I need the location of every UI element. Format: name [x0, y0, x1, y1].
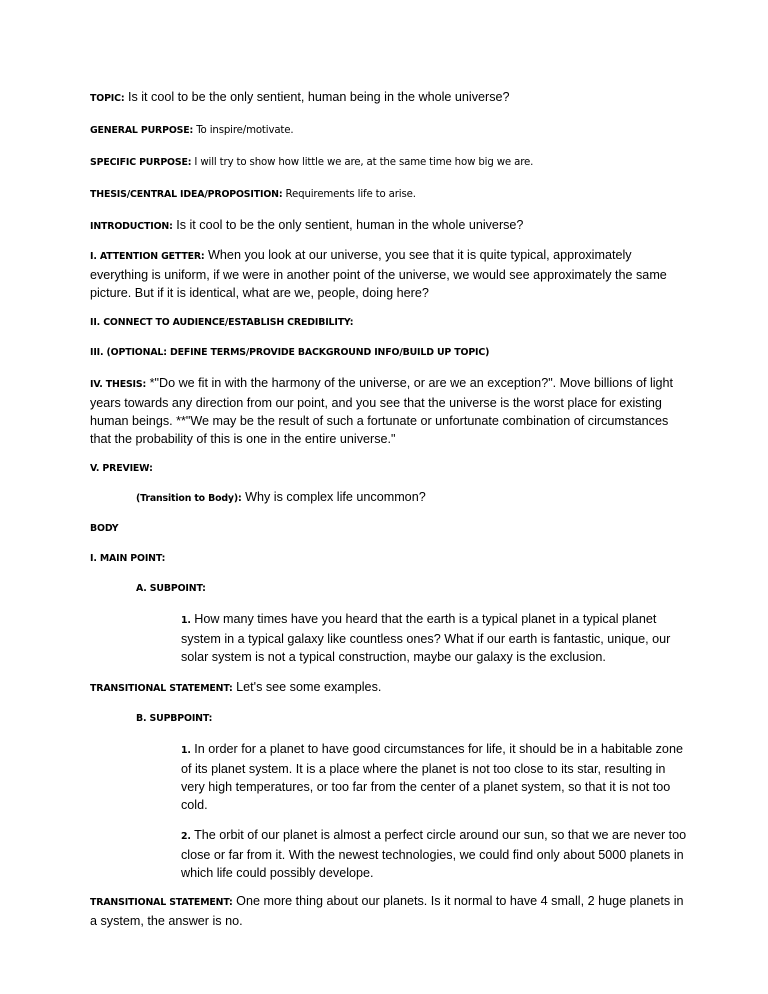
topic-line	[90, 88, 690, 108]
connect-audience-label: II. CONNECT TO AUDIENCE/ESTABLISH CREDIBILITY:	[90, 317, 354, 328]
speech-outline	[90, 88, 690, 930]
preview-line	[90, 458, 690, 478]
introduction-line	[90, 216, 690, 236]
thesis-label: IV. THESIS:	[90, 379, 147, 390]
attention-getter-label: I. ATTENTION GETTER:	[90, 251, 205, 262]
transitional-2-label: TRANSITIONAL STATEMENT:	[90, 897, 233, 908]
topic-text: Is it cool to be the only sentient, human being in the whole universe?	[124, 90, 510, 104]
main-point-label: I. MAIN POINT:	[90, 553, 166, 564]
attention-getter-paragraph	[90, 246, 690, 302]
connect-audience-line	[90, 312, 690, 332]
transitional-statement-2	[90, 892, 690, 930]
general-purpose-label: GENERAL PURPOSE:	[90, 125, 194, 136]
general-purpose-text: To inspire/motivate.	[193, 125, 294, 136]
optional-line	[90, 342, 690, 362]
transitional-1-label: TRANSITIONAL STATEMENT:	[90, 683, 233, 694]
transition-body-line	[90, 488, 690, 508]
introduction-text: Is it cool to be the only sentient, human in the whole universe?	[172, 218, 524, 232]
body-heading-label: BODY	[90, 523, 119, 534]
specific-purpose-text: I will try to show how little we are, at the same time how big we are.	[191, 157, 534, 168]
transitional-1-text: Let's see some examples.	[232, 680, 382, 694]
subpoint-b1-paragraph	[90, 740, 690, 814]
transitional-2-text: One more thing about our planets. Is it normal to have 4 small, 2 huge planets in a system, the answer is no.	[90, 894, 684, 928]
b2-label: 2.	[181, 831, 191, 842]
thesis-text: *"Do we fit in with the harmony of the universe, or are we an exception?". Move billions of light years towards any direction from our point, and you see that the universe is the worst place for existing human beings. **"We may be the result of such a fortunate or unfortunate combination of circumstances that the probability of this is one in the entire universe."	[90, 376, 674, 446]
transition-body-label: (Transition to Body):	[136, 493, 242, 504]
specific-purpose-line	[90, 152, 690, 172]
introduction-label: INTRODUCTION:	[90, 221, 173, 232]
a1-text: How many times have you heard that the earth is a typical planet in a typical planet system in a typical galaxy like countless ones? What if our earth is fantastic, unique, our solar system is not a typical construction, maybe our galaxy is the exclusion.	[181, 612, 671, 664]
topic-label: TOPIC:	[90, 93, 125, 104]
thesis-paragraph	[90, 374, 690, 448]
optional-label: III. (OPTIONAL: DEFINE TERMS/PROVIDE BACKGROUND INFO/BUILD UP TOPIC)	[90, 347, 490, 358]
subpoint-a1-paragraph	[90, 610, 690, 666]
body-heading	[90, 518, 690, 538]
attention-getter-text: When you look at our universe, you see that it is quite typical, approximately everything is uniform, if we were in another point of the universe, we would see approximately the same picture. But if it is identical, what are we, people, doing here?	[90, 248, 667, 300]
specific-purpose-label: SPECIFIC PURPOSE:	[90, 157, 192, 168]
subpoint-b2-paragraph	[90, 826, 690, 882]
thesis-central-label: THESIS/CENTRAL IDEA/PROPOSITION:	[90, 189, 283, 200]
subpoint-b-label: B. SUPBPOINT:	[136, 713, 213, 724]
subpoint-b-line	[90, 708, 690, 728]
preview-label: V. PREVIEW:	[90, 463, 153, 474]
general-purpose-line	[90, 120, 690, 140]
subpoint-a-label: A. SUBPOINT:	[136, 583, 206, 594]
main-point-line	[90, 548, 690, 568]
a1-label: 1.	[181, 615, 191, 626]
b1-text: In order for a planet to have good circumstances for life, it should be in a habitable zone of its planet system. It is a place where the planet is not too close to its star, resulting in very high temperatures, or too far from the center of a planet system, so that it is not too cold.	[181, 742, 683, 812]
b2-text: The orbit of our planet is almost a perfect circle around our sun, so that we are never too close or far from it. With the newest technologies, we could find only about 5000 planets in which life could possibly develope.	[181, 828, 687, 880]
transition-body-text: Why is complex life uncommon?	[241, 490, 426, 504]
thesis-central-line	[90, 184, 690, 204]
subpoint-a-line	[90, 578, 690, 598]
thesis-central-text: Requirements life to arise.	[282, 189, 416, 200]
transitional-statement-1	[90, 678, 690, 698]
b1-label: 1.	[181, 745, 191, 756]
